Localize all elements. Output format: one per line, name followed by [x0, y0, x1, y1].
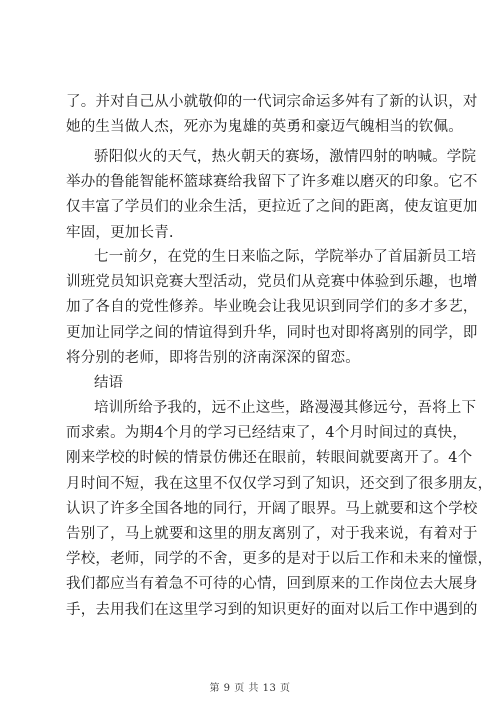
paragraph-line: 加了各自的党性修养。毕业晚会让我见识到同学们的多才多艺，: [66, 299, 478, 316]
paragraph-line: 我们都应当有着急不可待的心情，回到原来的工作岗位去大展身: [66, 576, 478, 593]
paragraph-line: 手，去用我们在这里学习到的知识更好的面对以后工作中遇到的: [66, 601, 478, 618]
paragraph-line: 了。并对自己从小就敬仰的一代词宗命运多舛有了新的认识，对: [66, 94, 478, 110]
paragraph-line: 而求索。为期4个月的学习已经结束了，4个月时间过的真快，: [66, 425, 468, 442]
paragraph-line: 训班党员知识竞赛大型活动，党员们从竞赛中体验到乐趣，也增: [66, 274, 478, 291]
paragraph-line: 更加让同学之间的情谊得到升华，同时也对即将离别的同学，即: [66, 324, 478, 341]
paragraph-line: 学校，老师，同学的不舍，更多的是对于以后工作和未来的憧憬，: [66, 551, 493, 568]
paragraph-line: 她的生当做人杰，死亦为鬼雄的英勇和豪迈气魄相当的钦佩。: [66, 119, 463, 136]
paragraph-line: 将分别的老师，即将告别的济南深深的留恋。: [66, 349, 360, 366]
paragraph-line: 七一前夕，在党的生日来临之际，学院举办了首届新员工培: [94, 249, 477, 265]
paragraph-line: 告别了，马上就要和这里的朋友离别了，对于我来说，有着对于: [66, 526, 478, 543]
paragraph-3: [66, 245, 478, 371]
paragraph-line: 骄阳似火的天气，热火朝天的赛场，激情四射的呐喊。学院: [94, 149, 477, 165]
paragraph-line: 月时间不短，我在这里不仅仅学习到了知识，还交到了很多朋友，: [66, 475, 493, 492]
page-footer: 第 9 页 共 13 页: [209, 683, 291, 694]
paragraph-2: [66, 145, 478, 246]
paragraph-line: 刚来学校的时候的情景仿佛还在眼前，转眼间就要离开了。4个: [66, 450, 473, 467]
paragraph-line: 培训所给予我的，远不止这些，路漫漫其修远兮，吾将上下: [94, 400, 477, 416]
paragraph-line: 仅丰富了学员们的业余生活，更拉近了之间的距离，使友谊更加: [66, 199, 478, 216]
paragraph-line: 举办的鲁能智能杯篮球赛给我留下了许多难以磨灭的印象。它不: [66, 174, 478, 191]
paragraph-4: [66, 396, 493, 623]
paragraph-1: [66, 90, 478, 140]
paragraph-line: 认识了许多全国各地的同行，开阔了眼界。马上就要和这个学校: [66, 500, 478, 517]
paragraph-line: 牢固，更加长青.: [66, 224, 174, 241]
section-heading: 结语: [94, 375, 123, 391]
